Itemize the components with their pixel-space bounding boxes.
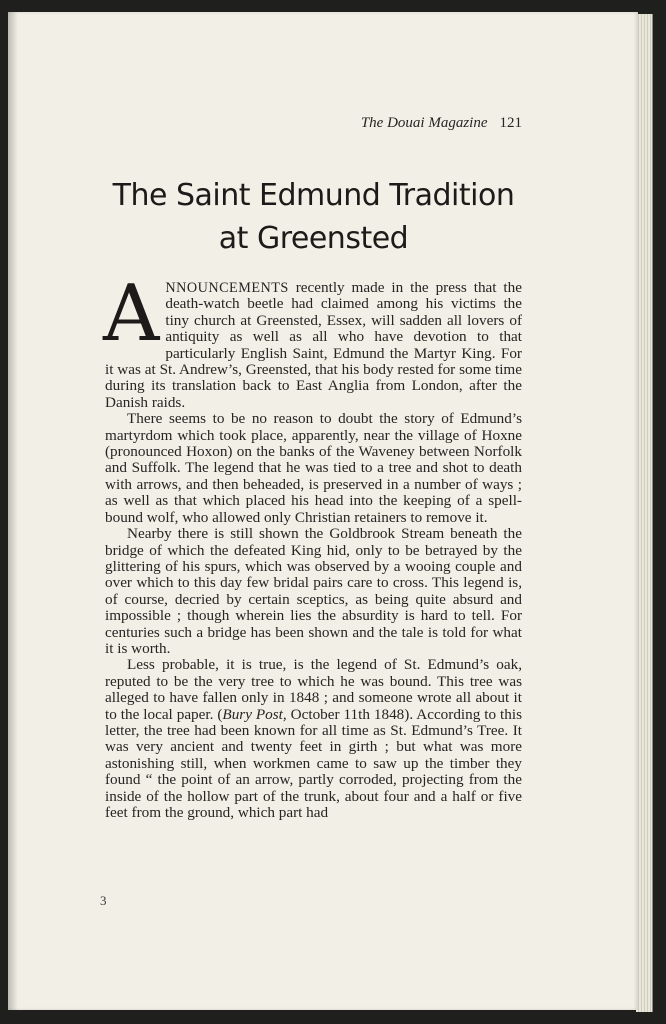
opening-small-caps: NNOUNCEMENTS bbox=[165, 280, 289, 296]
paragraph-3: Nearby there is still shown the Goldbrook Stream beneath the bridge of which the defeated King hid, only to be betrayed by the glittering of his spurs, which was observed by a wooing couple and over which to this day few bridal pairs care to cross. This legend is, of course, decried by certain sceptics, as being quite absurd and impossible ; though wherein lies the absurdity is hard to tell. For centuries such a bridge has been shown and the tale is told for what it is worth. bbox=[105, 525, 522, 657]
paragraph-4-text-after: October 11th 1848). According to this letter, the tree had been known for all time as St. Edmund’s Tree. It was very ancient and twenty feet in girth ; but what was more astonishing still, when workmen came to saw up the timber they found “ the point of an arrow, partly corroded, projecting from the inside of the hollow part of the trunk, about four and a half or five feet from the ground, which part had bbox=[105, 705, 522, 821]
newspaper-citation: Bury Post, bbox=[222, 705, 287, 723]
article-title-line-1: The Saint Edmund Tradition bbox=[112, 178, 515, 213]
article-body bbox=[103, 269, 522, 821]
paragraph-4-text-before: Less probable, it is true, is the legend of St. Edmund’s oak, reputed to be the very tree to which he was bound. This tree was alleged to have fallen only in 1848 ; and someone wrote all about it to the local paper. ( bbox=[105, 656, 522, 723]
signature-mark: 3 bbox=[100, 893, 107, 908]
book-page-edges bbox=[636, 14, 653, 1012]
paragraph-1 bbox=[103, 269, 522, 411]
gutter-shadow bbox=[8, 12, 18, 1010]
article-title bbox=[100, 174, 527, 260]
paragraph-2: There seems to be no reason to doubt the story of Edmund’s martyrdom which took place, apparently, near the village of Hoxne (pronounced Hoxon) on the banks of the Waveney between Norfolk and Suffolk. The legend that he was tied to a tree and shot to death with arrows, and then beheaded, is preserved in a number of ways ; as well as that which placed his head into the keeping of a spell-bound wolf, who allowed only Christian retainers to remove it. bbox=[105, 410, 522, 526]
running-head bbox=[105, 115, 522, 132]
magazine-title: The Douai Magazine bbox=[360, 115, 488, 131]
paragraph-1-text: recently made in the press that the death-watch beetle had claimed among his victims the tiny church at Greensted, Essex, will sadden all lovers of antiquity as well as all who have devotion to that particularly English Saint, Edmund the Martyr King. For it was at St. Andrew’s, Greensted, that his body rested for some time during its translation back to East Anglia from London, after the Danish raids. bbox=[105, 279, 522, 411]
page-number: 121 bbox=[499, 115, 522, 131]
drop-cap: A bbox=[103, 269, 160, 359]
paragraph-4 bbox=[105, 657, 522, 821]
article-title-line-2: at Greensted bbox=[218, 221, 409, 256]
